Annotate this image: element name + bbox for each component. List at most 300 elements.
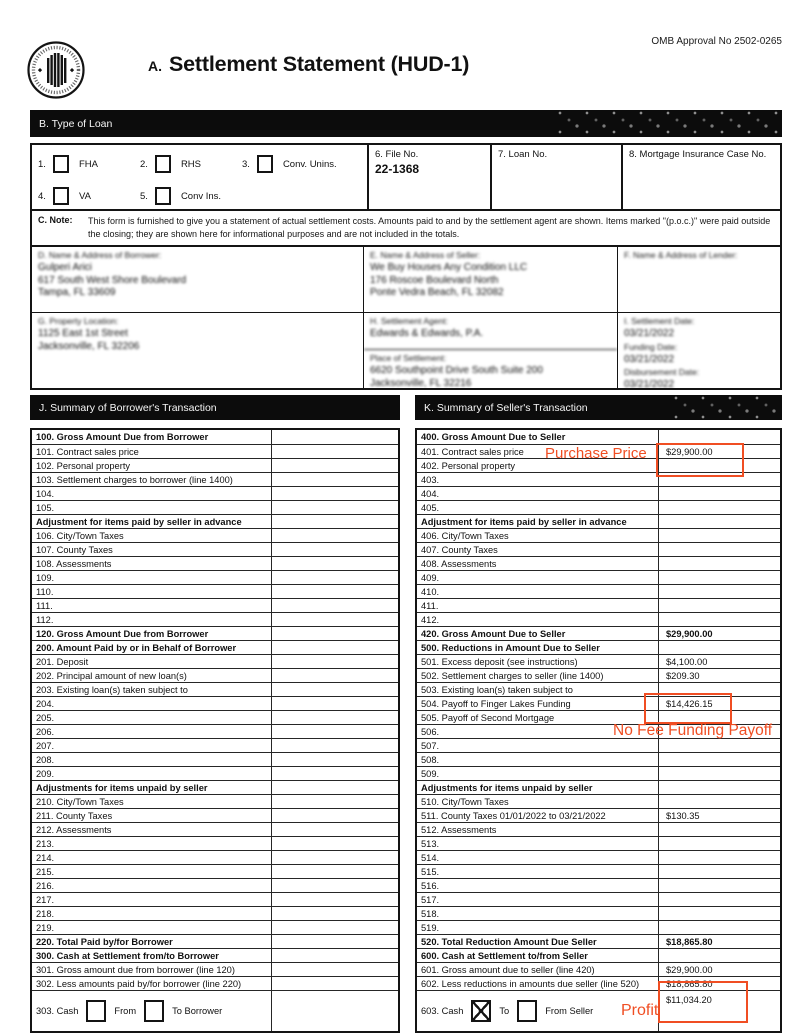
row-value <box>271 837 398 850</box>
table-row <box>417 724 780 738</box>
table-row <box>417 766 780 780</box>
row-value <box>658 529 780 542</box>
row-label: 401. Contract sales price <box>421 447 524 457</box>
row-label: 205. <box>36 713 55 723</box>
table-row <box>417 738 780 752</box>
table-row <box>32 472 398 486</box>
loan-type-checkbox[interactable] <box>257 155 273 173</box>
row-value <box>271 893 398 906</box>
omb-approval-number: OMB Approval No 2502-0265 <box>651 36 782 47</box>
cash-option2-label: From Seller <box>545 1006 594 1016</box>
table-row <box>32 724 398 738</box>
row-value <box>658 921 780 934</box>
cash-row <box>32 990 398 1031</box>
row-label: 102. Personal property <box>36 461 131 471</box>
row-value <box>658 683 780 696</box>
row-value <box>271 781 398 794</box>
row-value <box>658 795 780 808</box>
borrower-transaction-column <box>30 428 400 1033</box>
row-label: 509. <box>421 769 440 779</box>
table-row <box>417 598 780 612</box>
loan-type-item-fha <box>38 155 98 173</box>
table-row <box>417 430 780 444</box>
row-value <box>658 571 780 584</box>
row-value <box>658 767 780 780</box>
row-label: Adjustments for items unpaid by seller <box>421 783 593 793</box>
row-label: 218. <box>36 909 55 919</box>
table-row <box>417 514 780 528</box>
table-row <box>417 836 780 850</box>
row-value <box>658 557 780 570</box>
loan-type-checkbox[interactable] <box>155 155 171 173</box>
loan-type-item-va <box>38 187 91 205</box>
row-value <box>271 809 398 822</box>
table-row <box>32 948 398 962</box>
row-value <box>658 907 780 920</box>
row-label: 518. <box>421 909 440 919</box>
row-value <box>658 781 780 794</box>
cash-option1-checkbox[interactable] <box>86 1000 106 1022</box>
row-label: 207. <box>36 741 55 751</box>
table-row <box>417 570 780 584</box>
loan-type-item-conv-unins <box>242 155 337 173</box>
row-value <box>658 851 780 864</box>
row-label: 410. <box>421 587 440 597</box>
row-label: 402. Personal property <box>421 461 516 471</box>
table-row <box>32 808 398 822</box>
row-value <box>271 949 398 962</box>
row-value <box>271 669 398 682</box>
row-value <box>271 963 398 976</box>
row-value <box>271 515 398 528</box>
cash-value: $11,034.20 <box>658 991 780 1031</box>
loan-type-checkbox[interactable] <box>53 155 69 173</box>
loan-type-checkbox[interactable] <box>155 187 171 205</box>
row-label: Adjustment for items paid by seller in advance <box>421 517 627 527</box>
table-row <box>417 920 780 934</box>
row-value <box>271 753 398 766</box>
property-location: G. Property Location: 1125 East 1st Street Jacksonville, FL 32206 <box>32 312 363 388</box>
row-label: 210. City/Town Taxes <box>36 797 124 807</box>
cash-option2-checkbox[interactable] <box>144 1000 164 1022</box>
row-value <box>658 459 780 472</box>
row-value <box>271 557 398 570</box>
table-row <box>32 794 398 808</box>
table-row <box>417 794 780 808</box>
table-row <box>32 864 398 878</box>
table-row <box>32 486 398 500</box>
row-value <box>658 725 780 738</box>
row-label: 112. <box>36 615 54 625</box>
cash-option2-label: To Borrower <box>172 1006 223 1016</box>
table-row <box>32 444 398 458</box>
table-row <box>32 556 398 570</box>
row-value <box>271 683 398 696</box>
table-row <box>417 668 780 682</box>
row-value <box>658 515 780 528</box>
row-label: 510. City/Town Taxes <box>421 797 509 807</box>
table-row <box>417 780 780 794</box>
table-row <box>417 654 780 668</box>
table-row <box>32 570 398 584</box>
row-label: 200. Amount Paid by or in Behalf of Borrower <box>36 643 237 653</box>
row-value <box>658 613 780 626</box>
place-of-settlement: Place of Settlement: 6620 Southpoint Drive South Suite 200 Jacksonville, FL 32216 <box>370 353 543 388</box>
table-row <box>32 584 398 598</box>
row-label: 519. <box>421 923 440 933</box>
table-row <box>417 934 780 948</box>
note-box <box>30 211 782 247</box>
row-label: 502. Settlement charges to seller (line 1400) <box>421 671 604 681</box>
row-label: 105. <box>36 503 55 513</box>
table-row <box>417 822 780 836</box>
row-label: 202. Principal amount of new loan(s) <box>36 671 187 681</box>
table-row <box>417 626 780 640</box>
table-row <box>417 962 780 976</box>
row-value <box>658 949 780 962</box>
table-row <box>32 752 398 766</box>
row-value <box>658 823 780 836</box>
row-value: $18,865.80 <box>658 977 780 990</box>
row-label: 513. <box>421 839 440 849</box>
table-row <box>417 710 780 724</box>
property-label: G. Property Location: <box>38 316 119 326</box>
form-title: Settlement Statement (HUD-1) <box>169 52 470 76</box>
borrower-summary-header: J. Summary of Borrower's Transaction <box>30 395 400 420</box>
row-label: 101. Contract sales price <box>36 447 139 457</box>
table-row <box>32 696 398 710</box>
row-value: $18,865.80 <box>658 935 780 948</box>
table-row <box>32 654 398 668</box>
table-row <box>32 682 398 696</box>
row-value <box>658 879 780 892</box>
row-label: 203. Existing loan(s) taken subject to <box>36 685 188 695</box>
table-row <box>32 626 398 640</box>
row-value <box>271 739 398 752</box>
loan-type-label: Conv. Unins. <box>282 158 337 170</box>
table-row <box>417 528 780 542</box>
row-label: 411. <box>421 601 439 611</box>
settlement-agent: H. Settlement Agent: Edwards & Edwards, P.A. <box>364 313 617 350</box>
row-label: 104. <box>36 489 55 499</box>
row-label: 214. <box>36 853 55 863</box>
loan-type-label: Conv Ins. <box>180 190 222 202</box>
mortgage-insurance-case-label: 8. Mortgage Insurance Case No. <box>629 149 767 160</box>
table-row <box>417 976 780 990</box>
row-value <box>658 487 780 500</box>
row-value <box>271 935 398 948</box>
lender-info <box>617 247 780 312</box>
table-row <box>417 878 780 892</box>
row-label: 520. Total Reduction Amount Due Seller <box>421 937 597 947</box>
row-label: 503. Existing loan(s) taken subject to <box>421 685 573 695</box>
row-label: 406. City/Town Taxes <box>421 531 509 541</box>
table-row <box>32 962 398 976</box>
row-label: 106. City/Town Taxes <box>36 531 124 541</box>
table-row <box>417 612 780 626</box>
loan-type-box <box>30 143 782 211</box>
loan-type-number: 2. <box>140 158 148 170</box>
row-value <box>658 585 780 598</box>
row-label: 600. Cash at Settlement to/from Seller <box>421 951 588 961</box>
table-row <box>32 850 398 864</box>
cash-row <box>417 990 780 1031</box>
row-label: 107. County Taxes <box>36 545 113 555</box>
row-label: 217. <box>36 895 55 905</box>
row-value <box>271 725 398 738</box>
row-label: 506. <box>421 727 440 737</box>
table-row <box>32 934 398 948</box>
row-value <box>271 627 398 640</box>
row-value: $209.30 <box>658 669 780 682</box>
row-label: 120. Gross Amount Due from Borrower <box>36 629 209 639</box>
row-label: 514. <box>421 853 440 863</box>
row-label: 405. <box>421 503 440 513</box>
row-label: Adjustments for items unpaid by seller <box>36 783 208 793</box>
row-value <box>271 459 398 472</box>
row-label: 403. <box>421 475 440 485</box>
row-label: 301. Gross amount due from borrower (line 120) <box>36 965 235 975</box>
row-value <box>271 697 398 710</box>
table-row <box>32 780 398 794</box>
borrower-transaction-table <box>30 428 400 1033</box>
row-label: 515. <box>421 867 440 877</box>
row-value <box>271 907 398 920</box>
row-value <box>658 599 780 612</box>
seller-transaction-column <box>415 428 782 1033</box>
cash-option1-label: To <box>499 1006 510 1016</box>
table-row <box>32 836 398 850</box>
table-row <box>417 500 780 514</box>
table-row <box>417 808 780 822</box>
cash-option1-label: From <box>114 1006 137 1016</box>
section-b-header: B. Type of Loan <box>30 110 782 137</box>
row-value <box>271 851 398 864</box>
note-text: This form is furnished to give you a statement of actual settlement costs. Amounts paid to and by the settlement agent are shown. Items marked "(p.o.c.)" were paid outside the closing; they are shown here for informational purposes and are not included in the totals. <box>88 216 771 239</box>
row-label: 209. <box>36 769 55 779</box>
table-row <box>417 640 780 654</box>
table-row <box>417 444 780 458</box>
table-row <box>32 514 398 528</box>
row-value: $29,900.00 <box>658 627 780 640</box>
row-value <box>271 823 398 836</box>
row-label: 204. <box>36 699 55 709</box>
row-value <box>271 977 398 990</box>
cash-option2-checkbox[interactable] <box>517 1000 537 1022</box>
row-value <box>271 585 398 598</box>
row-label: 517. <box>421 895 440 905</box>
row-label: 408. Assessments <box>421 559 497 569</box>
row-label: 409. <box>421 573 440 583</box>
table-row <box>417 892 780 906</box>
table-row <box>417 906 780 920</box>
table-row <box>32 892 398 906</box>
row-value <box>271 865 398 878</box>
row-value <box>271 529 398 542</box>
table-row <box>417 486 780 500</box>
row-value <box>271 487 398 500</box>
row-label: 108. Assessments <box>36 559 112 569</box>
row-label: 109. <box>36 573 55 583</box>
row-label: Adjustment for items paid by seller in advance <box>36 517 242 527</box>
row-value <box>658 473 780 486</box>
lender-label: F. Name & Address of Lender: <box>624 250 738 260</box>
row-label: 300. Cash at Settlement from/to Borrower <box>36 951 219 961</box>
row-value <box>658 893 780 906</box>
row-label: 601. Gross amount due to seller (line 420) <box>421 965 595 975</box>
table-row <box>32 766 398 780</box>
row-value <box>658 430 780 444</box>
form-section-letter: A. <box>148 58 162 74</box>
file-number-value: 22-1368 <box>375 162 420 176</box>
table-row <box>32 598 398 612</box>
table-row <box>32 906 398 920</box>
table-row <box>32 822 398 836</box>
loan-type-checkboxes <box>32 145 369 209</box>
row-label: 201. Deposit <box>36 657 89 667</box>
row-value <box>658 865 780 878</box>
row-label: 103. Settlement charges to borrower (line 1400) <box>36 475 233 485</box>
row-label: 213. <box>36 839 55 849</box>
seller-label: E. Name & Address of Seller: <box>370 250 481 260</box>
table-row <box>32 542 398 556</box>
loan-number-cell <box>492 145 623 209</box>
row-label: 111. <box>36 601 53 611</box>
no-fee-funding-annotation: No Fee Funding Payoff <box>613 722 773 739</box>
table-row <box>32 738 398 752</box>
row-label: 407. County Taxes <box>421 545 498 555</box>
row-value <box>271 641 398 654</box>
row-label: 100. Gross Amount Due from Borrower <box>36 432 209 442</box>
row-label: 215. <box>36 867 55 877</box>
row-label: 206. <box>36 727 55 737</box>
row-label: 404. <box>421 489 440 499</box>
settlement-dates: I. Settlement Date: 03/21/2022 Funding Date: 03/21/2022 Disbursement Date: 03/21/2022 <box>617 312 780 388</box>
row-label: 216. <box>36 881 55 891</box>
parties-block <box>30 247 782 390</box>
loan-type-label: RHS <box>180 158 201 170</box>
row-value: $14,426.15 <box>658 697 780 710</box>
cash-value <box>271 991 398 1031</box>
seller-info: E. Name & Address of Seller: We Buy Houses Any Condition LLC 176 Roscoe Boulevard North Ponte Vedra Beach, FL 32082 <box>363 247 617 312</box>
table-row <box>417 682 780 696</box>
row-value <box>271 571 398 584</box>
row-label: 511. County Taxes 01/01/2022 to 03/21/2022 <box>421 811 606 821</box>
row-value: $4,100.00 <box>658 655 780 668</box>
table-row <box>417 542 780 556</box>
note-label: C. Note: <box>38 215 73 225</box>
table-row <box>417 458 780 472</box>
row-value <box>658 543 780 556</box>
loan-type-number: 3. <box>242 158 250 170</box>
row-label: 505. Payoff of Second Mortgage <box>421 713 555 723</box>
row-label: 507. <box>421 741 440 751</box>
row-value <box>271 795 398 808</box>
cash-option1-checkbox[interactable] <box>471 1000 491 1022</box>
row-value <box>271 430 398 444</box>
row-value <box>658 711 780 724</box>
table-row <box>32 878 398 892</box>
row-label: 302. Less amounts paid by/for borrower (line 220) <box>36 979 242 989</box>
hud-seal-logo <box>26 40 86 100</box>
row-label: 512. Assessments <box>421 825 497 835</box>
row-label: 412. <box>421 615 440 625</box>
purchase-price-annotation: Purchase Price <box>545 445 647 462</box>
loan-type-checkbox[interactable] <box>53 187 69 205</box>
row-label: 220. Total Paid by/for Borrower <box>36 937 173 947</box>
table-row <box>417 584 780 598</box>
table-row <box>417 696 780 710</box>
cash-label: 303. Cash <box>36 1006 79 1016</box>
row-value <box>271 543 398 556</box>
borrower-info: D. Name & Address of Borrower: Gulperi Arici 617 South West Shore Boulevard Tampa, FL 33609 <box>32 247 363 312</box>
row-value <box>271 599 398 612</box>
table-row <box>32 976 398 990</box>
row-label: 501. Excess deposit (see instructions) <box>421 657 578 667</box>
row-label: 516. <box>421 881 440 891</box>
row-value <box>658 837 780 850</box>
table-row <box>32 430 398 444</box>
row-value <box>271 613 398 626</box>
row-value <box>271 473 398 486</box>
table-row <box>32 612 398 626</box>
row-value <box>658 753 780 766</box>
mortgage-insurance-case-cell <box>623 145 780 209</box>
table-row <box>417 556 780 570</box>
loan-type-label: FHA <box>78 158 98 170</box>
file-number-cell <box>369 145 492 209</box>
row-value: $29,900.00 <box>658 445 780 458</box>
loan-number-label: 7. Loan No. <box>498 149 548 160</box>
loan-type-number: 4. <box>38 190 46 202</box>
table-row <box>32 710 398 724</box>
row-label: 110. <box>36 587 54 597</box>
table-row <box>32 458 398 472</box>
borrower-label: D. Name & Address of Borrower: <box>38 250 162 260</box>
row-value: $29,900.00 <box>658 963 780 976</box>
row-value <box>271 711 398 724</box>
loan-type-item-rhs <box>140 155 201 173</box>
loan-type-number: 1. <box>38 158 46 170</box>
row-label: 211. County Taxes <box>36 811 113 821</box>
row-label: 508. <box>421 755 440 765</box>
row-label: 504. Payoff to Finger Lakes Funding <box>421 699 571 709</box>
table-row <box>417 752 780 766</box>
table-row <box>417 864 780 878</box>
row-value <box>271 501 398 514</box>
row-label: 420. Gross Amount Due to Seller <box>421 629 566 639</box>
row-label: 219. <box>36 923 55 933</box>
table-row <box>32 668 398 682</box>
row-value <box>271 921 398 934</box>
row-label: 500. Reductions in Amount Due to Seller <box>421 643 600 653</box>
row-value <box>271 767 398 780</box>
row-value <box>271 655 398 668</box>
row-label: 212. Assessments <box>36 825 112 835</box>
settlement-agent-cell <box>363 312 617 388</box>
profit-annotation: Profit <box>621 1002 659 1019</box>
table-row <box>32 528 398 542</box>
file-number-label: 6. File No. <box>375 149 419 160</box>
loan-type-item-conv-ins <box>140 187 221 205</box>
table-row <box>417 472 780 486</box>
table-row <box>417 850 780 864</box>
seller-transaction-table <box>415 428 782 1033</box>
row-label: 602. Less reductions in amounts due seller (line 520) <box>421 979 640 989</box>
row-value <box>271 879 398 892</box>
table-row <box>32 640 398 654</box>
row-value <box>658 501 780 514</box>
